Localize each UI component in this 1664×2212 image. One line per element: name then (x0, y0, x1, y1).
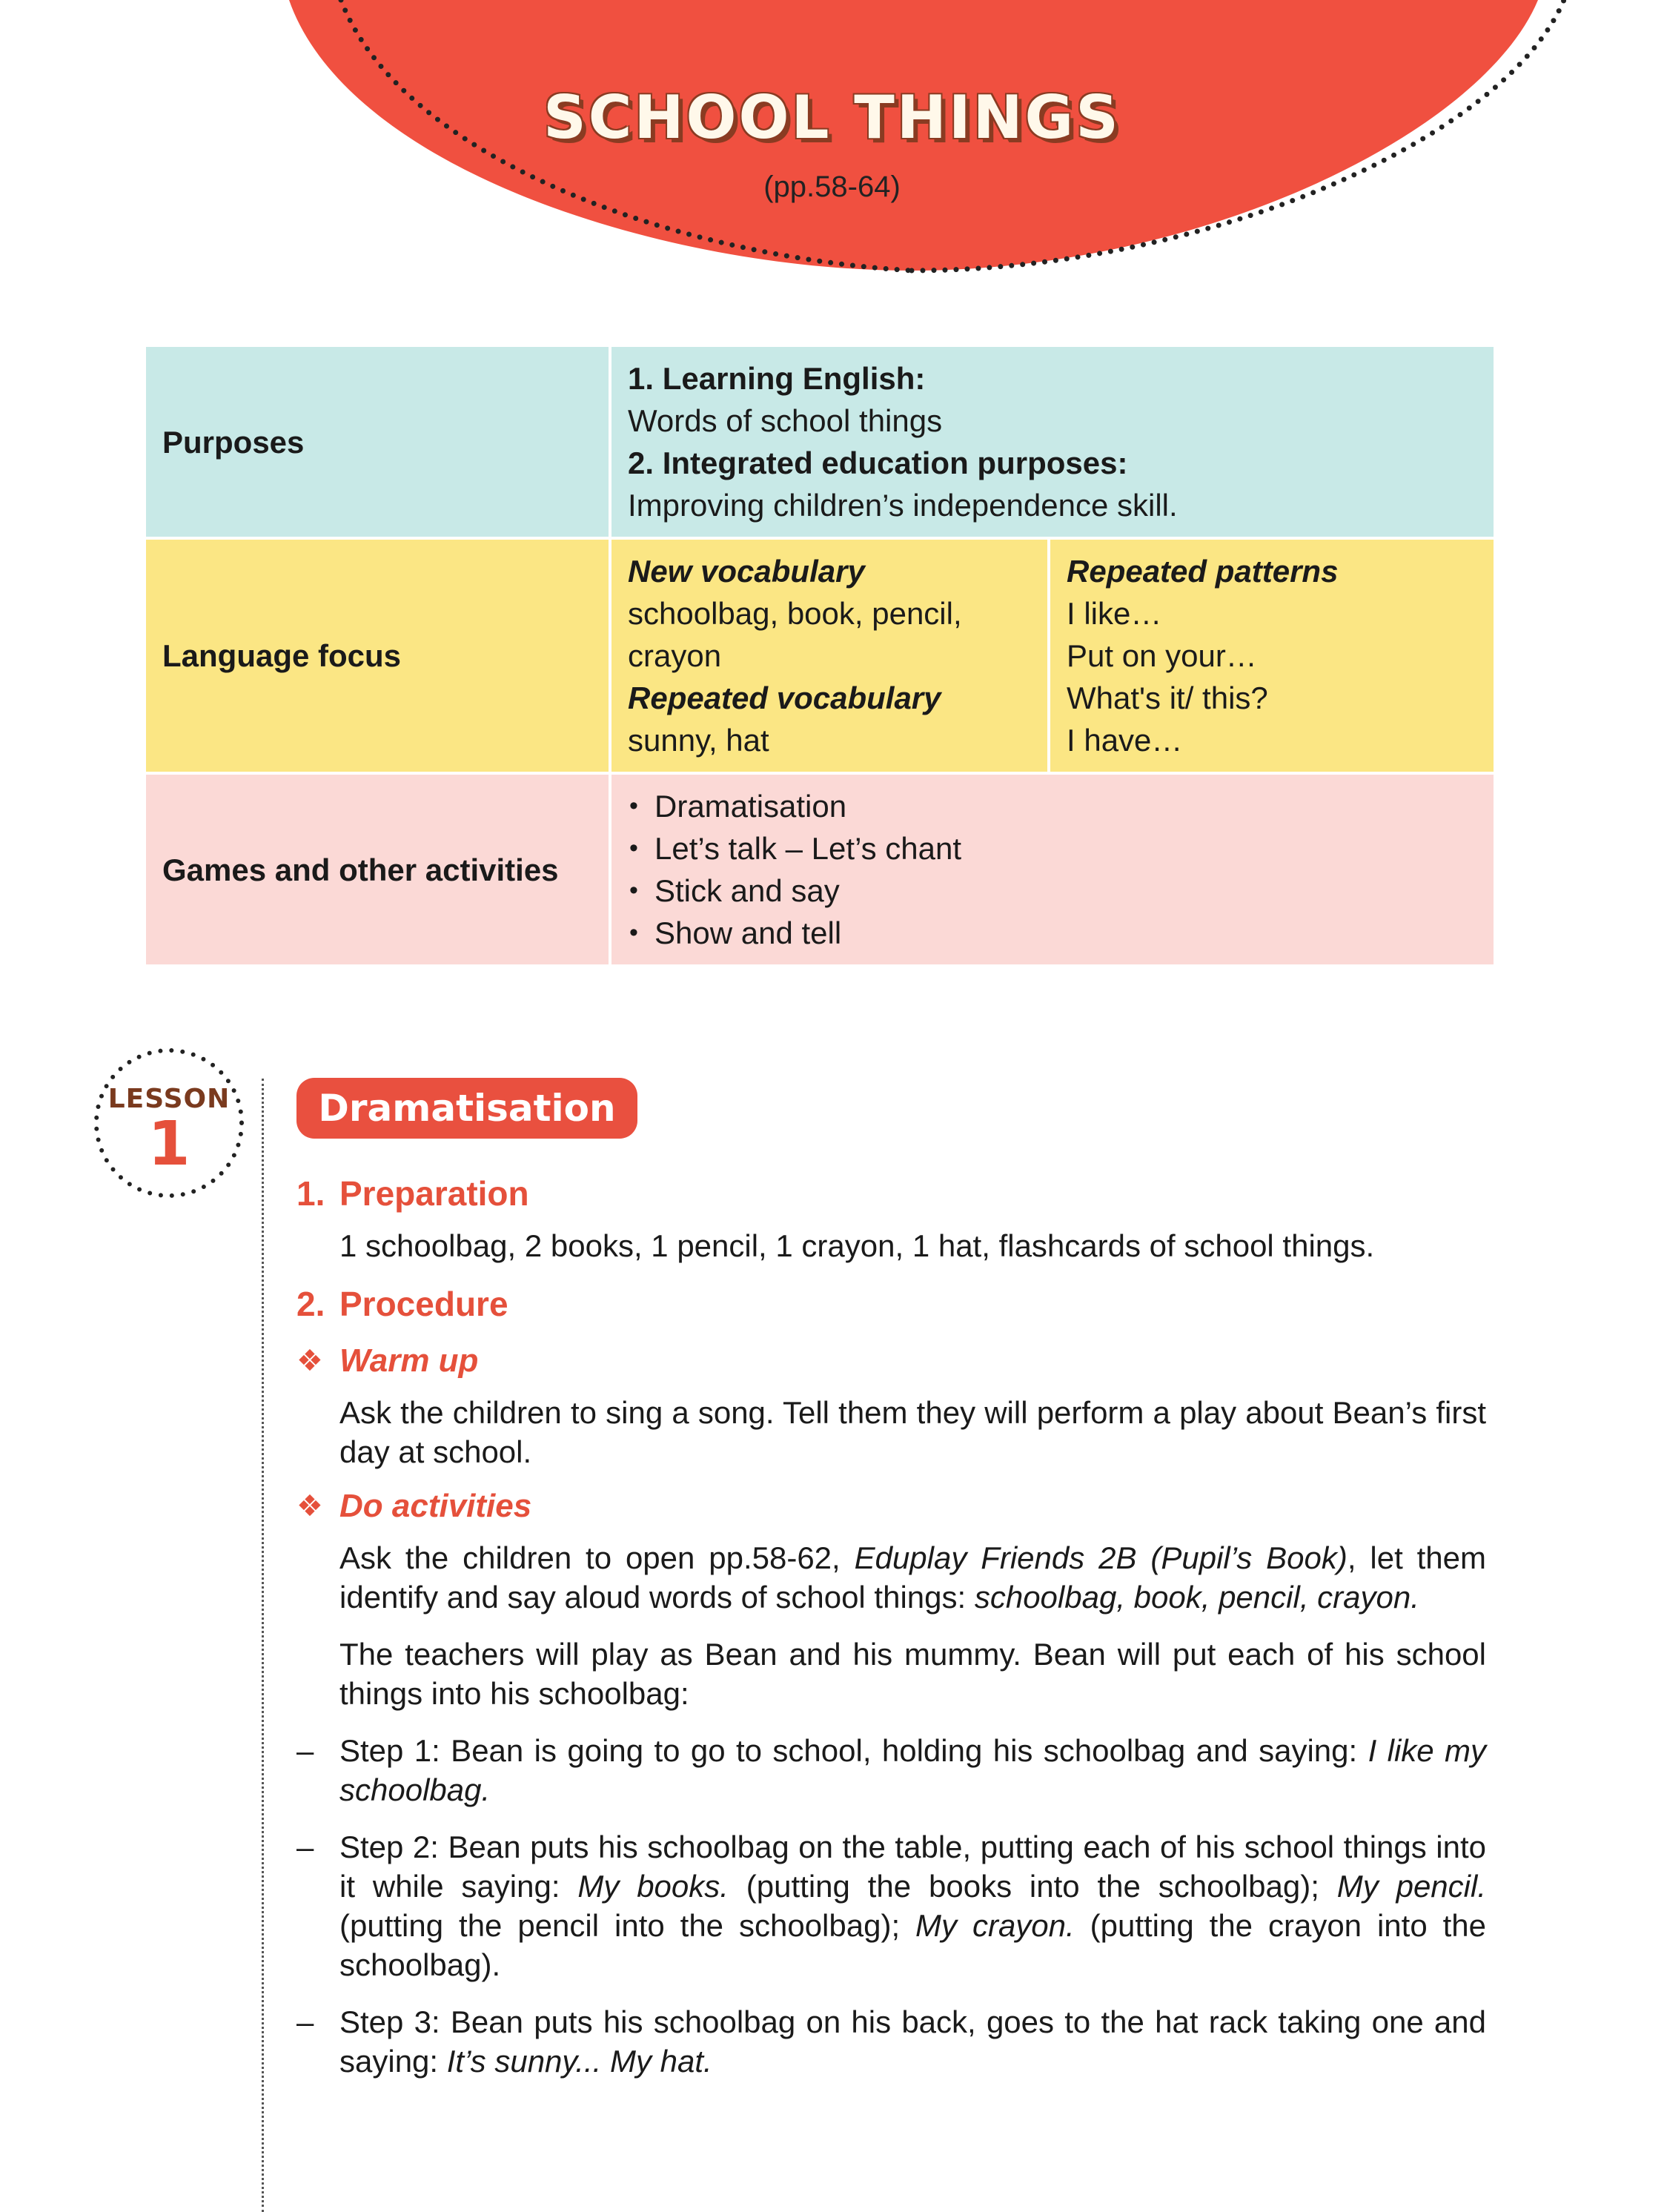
activities-list (628, 785, 1477, 954)
preparation-title: Preparation (339, 1174, 529, 1213)
pattern-item: What's it/ this? (1067, 681, 1268, 715)
purposes-heading-2: 2. Integrated education purposes: (628, 446, 1128, 480)
procedure-number: 2. (296, 1285, 325, 1323)
procedure-title: Procedure (339, 1285, 508, 1323)
preparation-text: 1 schoolbag, 2 books, 1 pencil, 1 crayon, 1 hat, flashcards of school things. (339, 1228, 1375, 1263)
book-title: Eduplay Friends 2B (Pupil’s Book) (854, 1540, 1348, 1575)
preparation-heading (296, 1171, 1486, 1216)
warm-up-title: Warm up (339, 1342, 479, 1379)
step-2 (296, 1827, 1486, 1984)
new-vocabulary-title: New vocabulary (628, 554, 865, 589)
text-run: Step 1: Bean is going to go to school, holding his schoolbag and saying: (339, 1733, 1368, 1768)
vocabulary-cell (610, 538, 1049, 773)
repeated-vocabulary: sunny, hat (628, 723, 769, 758)
dash-bullet: – (296, 1829, 314, 1864)
repeated-patterns-title: Repeated patterns (1067, 554, 1339, 589)
step-3 (296, 2002, 1486, 2081)
lesson-content (296, 1171, 1486, 2081)
page-title: SCHOOL THINGS (543, 83, 1121, 152)
quote: My pencil. (1336, 1869, 1486, 1904)
games-row (145, 773, 1495, 966)
do-activities-paragraph-1 (296, 1538, 1486, 1617)
quote: My books. (577, 1869, 729, 1904)
procedure-heading (296, 1282, 1486, 1326)
diamond-bullet-icon: ❖ (296, 1490, 323, 1523)
lesson-overview-table (143, 344, 1496, 967)
pattern-item: Put on your… (1067, 638, 1257, 673)
warm-up-heading (296, 1340, 1486, 1382)
do-activities-heading (296, 1485, 1486, 1528)
preparation-number: 1. (296, 1174, 325, 1213)
step-1 (296, 1731, 1486, 1809)
activity-item: • Dramatisation (628, 785, 1477, 827)
language-focus-label: Language focus (145, 538, 610, 773)
header-banner (0, 0, 1664, 297)
pattern-item: I like… (1067, 596, 1162, 631)
new-vocabulary-line-1: schoolbag, book, pencil, (628, 596, 962, 631)
games-label: Games and other activities (145, 773, 610, 966)
purposes-text-2: Improving children’s independence skill. (628, 488, 1178, 523)
text-run: (putting the books into the schoolbag); (728, 1869, 1337, 1904)
purposes-cell (610, 345, 1495, 538)
vocabulary-list: schoolbag, book, pencil, crayon. (974, 1580, 1419, 1615)
purposes-label: Purposes (145, 345, 610, 538)
quote: I like my schoolbag. (339, 1733, 1486, 1807)
purposes-text-1: Words of school things (628, 403, 943, 438)
text-run: Step 3: Bean puts his schoolbag on his back, goes to the hat rack taking one and saying: (339, 2004, 1486, 2079)
quote: My crayon. (915, 1908, 1075, 1943)
page-range: (pp.58-64) (763, 170, 901, 203)
activity-item: • Show and tell (628, 912, 1477, 954)
dotted-divider (262, 1079, 264, 2212)
purposes-heading-1: 1. Learning English: (628, 361, 926, 396)
dash-bullet: – (296, 1733, 314, 1768)
text-run: , let them identify and say aloud words of school things: (339, 1540, 1487, 1615)
section-title-pill: Dramatisation (296, 1078, 637, 1139)
text-run: Step 2: Bean puts his schoolbag on the table, putting each of his school things into it while saying: (339, 1829, 1486, 1904)
patterns-cell (1049, 538, 1495, 773)
lesson-number: 1 (147, 1109, 190, 1179)
text-run: (putting the pencil into the schoolbag); (339, 1908, 916, 1943)
dash-bullet: – (296, 2004, 314, 2039)
lesson-label: LESSON (107, 1084, 231, 1114)
quote: It’s sunny... My hat. (446, 2044, 712, 2079)
purposes-row (145, 345, 1495, 538)
do-activities-title: Do activities (339, 1488, 532, 1524)
text-run: (putting the crayon into the schoolbag). (339, 1908, 1487, 1982)
do-activities-paragraph-2: The teachers will play as Bean and his mummy. Bean will put each of his school things into his schoolbag: (339, 1637, 1486, 1711)
repeated-vocabulary-title: Repeated vocabulary (628, 681, 941, 715)
diamond-bullet-icon: ❖ (296, 1345, 323, 1377)
language-focus-row (145, 538, 1495, 773)
text-run: Ask the children to open pp.58-62, (339, 1540, 855, 1575)
activity-item: • Stick and say (628, 870, 1477, 912)
warm-up-text: Ask the children to sing a song. Tell them they will perform a play about Bean’s first day at school. (339, 1395, 1486, 1469)
new-vocabulary-line-2: crayon (628, 638, 722, 673)
pattern-item: I have… (1067, 723, 1183, 758)
games-cell (610, 773, 1495, 966)
activity-item: • Let’s talk – Let’s chant (628, 827, 1477, 870)
